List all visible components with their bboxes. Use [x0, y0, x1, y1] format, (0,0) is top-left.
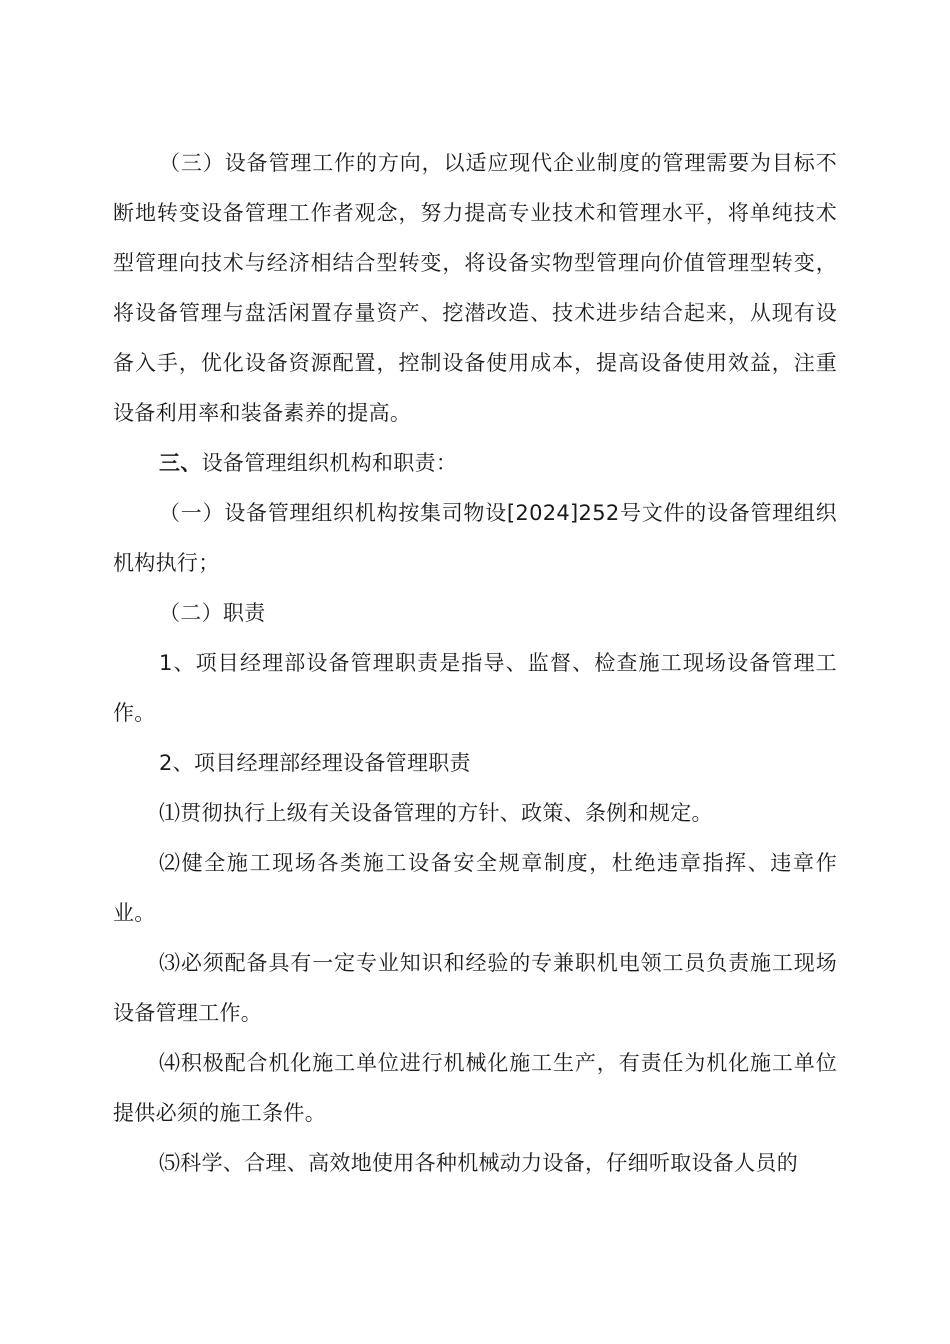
paragraph-responsibilities-heading: （二）职责	[159, 601, 266, 625]
section-title: 设备管理组织机构和职责：	[201, 451, 458, 475]
document-body	[113, 138, 837, 1188]
list-item-5: ⑸科学、合理、高效地使用各种机械动力设备，仔细听取设备人员的	[159, 1151, 798, 1175]
paragraph-equipment-direction: （三）设备管理工作的方向，以适应现代企业制度的管理需要为目标不断地转变设备管理工作者观念，努力提高专业技术和管理水平，将单纯技术型管理向技术与经济相结合型转变，将设备实物型管理向价值管理型转变，将设备管理与盘活闲置存量资产、挖潜改造、技术进步结合起来，从现有设备入手，优化设备资源配置，控制设备使用成本，提高设备使用效益，注重设备利用率和装备素养的提高。	[113, 151, 837, 425]
paragraph-item-1: 1、项目经理部设备管理职责是指导、监督、检查施工现场设备管理工作。	[113, 651, 837, 725]
section-heading-organization	[113, 438, 837, 488]
list-item-4: ⑷积极配合机化施工单位进行机械化施工生产，有责任为机化施工单位提供必须的施工条件。	[113, 1051, 837, 1125]
list-item-3: ⑶必须配备具有一定专业知识和经验的专兼职机电领工员负责施工现场设备管理工作。	[113, 951, 837, 1025]
list-item-2: ⑵健全施工现场各类施工设备安全规章制度，杜绝违章指挥、违章作业。	[113, 851, 837, 925]
section-number: 三、	[159, 451, 202, 475]
list-item-1: ⑴贯彻执行上级有关设备管理的方针、政策、条例和规定。	[159, 801, 713, 825]
paragraph-organization-structure: （一）设备管理组织机构按集司物设[2024]252号文件的设备管理组织机构执行；	[113, 501, 837, 575]
paragraph-item-2: 2、项目经理部经理设备管理职责	[159, 751, 471, 775]
